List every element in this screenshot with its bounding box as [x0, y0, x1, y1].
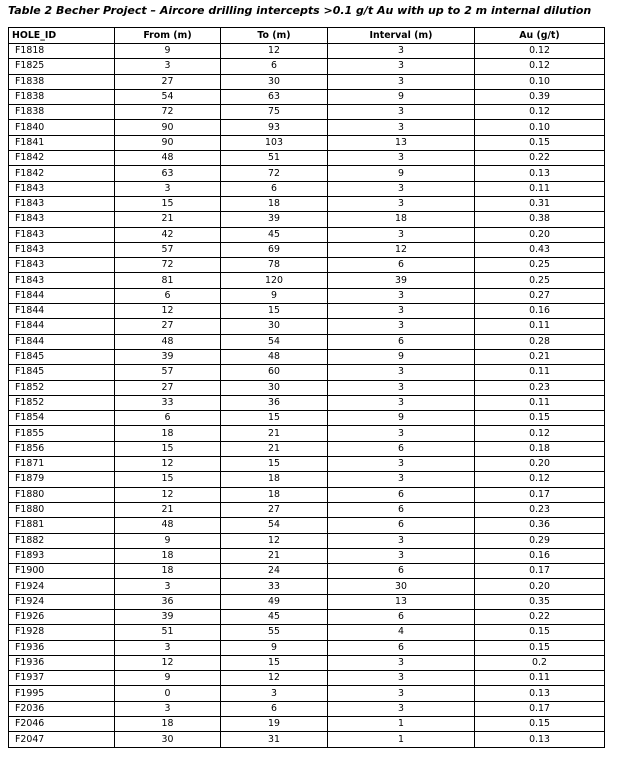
table-row [9, 502, 605, 517]
table-row [9, 44, 605, 59]
table-row [9, 227, 605, 242]
from-cell: 63 [115, 166, 221, 181]
from-cell: 3 [115, 701, 221, 716]
hole-id-cell: F1843 [9, 258, 115, 273]
to-cell: 18 [221, 487, 328, 502]
interval-cell: 4 [328, 625, 475, 640]
from-cell: 12 [115, 487, 221, 502]
interval-cell: 3 [328, 181, 475, 196]
table-row [9, 518, 605, 533]
to-cell: 78 [221, 258, 328, 273]
to-cell: 15 [221, 655, 328, 670]
hole-id-cell: F1838 [9, 89, 115, 104]
to-cell: 49 [221, 594, 328, 609]
table-row [9, 365, 605, 380]
header-au: Au (g/t) [475, 28, 605, 44]
au-cell: 0.22 [475, 151, 605, 166]
hole-id-cell: F1893 [9, 548, 115, 563]
from-cell: 3 [115, 59, 221, 74]
from-cell: 3 [115, 579, 221, 594]
interval-cell: 3 [328, 59, 475, 74]
to-cell: 3 [221, 686, 328, 701]
hole-id-cell: F1844 [9, 304, 115, 319]
table-row [9, 181, 605, 196]
hole-id-cell: F1936 [9, 655, 115, 670]
interval-cell: 3 [328, 533, 475, 548]
hole-id-cell: F1871 [9, 457, 115, 472]
hole-id-cell: F1995 [9, 686, 115, 701]
au-cell: 0.18 [475, 441, 605, 456]
hole-id-cell: F1842 [9, 151, 115, 166]
hole-id-cell: F1855 [9, 426, 115, 441]
au-cell: 0.36 [475, 518, 605, 533]
drilling-intercepts-table [8, 27, 605, 748]
au-cell: 0.13 [475, 686, 605, 701]
table-row [9, 288, 605, 303]
to-cell: 15 [221, 304, 328, 319]
table-row [9, 472, 605, 487]
hole-id-cell: F1924 [9, 579, 115, 594]
table-row [9, 609, 605, 624]
table-row [9, 151, 605, 166]
interval-cell: 3 [328, 655, 475, 670]
au-cell: 0.23 [475, 380, 605, 395]
to-cell: 30 [221, 74, 328, 89]
interval-cell: 3 [328, 472, 475, 487]
interval-cell: 9 [328, 349, 475, 364]
hole-id-cell: F1879 [9, 472, 115, 487]
to-cell: 72 [221, 166, 328, 181]
to-cell: 63 [221, 89, 328, 104]
to-cell: 6 [221, 181, 328, 196]
table-row [9, 89, 605, 104]
hole-id-cell: F1844 [9, 334, 115, 349]
table-row [9, 625, 605, 640]
hole-id-cell: F1842 [9, 166, 115, 181]
hole-id-cell: F1900 [9, 564, 115, 579]
interval-cell: 39 [328, 273, 475, 288]
table-row [9, 319, 605, 334]
hole-id-cell: F1845 [9, 365, 115, 380]
table-row [9, 640, 605, 655]
from-cell: 21 [115, 502, 221, 517]
interval-cell: 3 [328, 701, 475, 716]
interval-cell: 6 [328, 258, 475, 273]
table-row [9, 105, 605, 120]
from-cell: 27 [115, 380, 221, 395]
interval-cell: 3 [328, 288, 475, 303]
from-cell: 18 [115, 564, 221, 579]
interval-cell: 3 [328, 686, 475, 701]
table-row [9, 717, 605, 732]
from-cell: 27 [115, 74, 221, 89]
to-cell: 15 [221, 411, 328, 426]
from-cell: 57 [115, 365, 221, 380]
au-cell: 0.17 [475, 487, 605, 502]
header-to: To (m) [221, 28, 328, 44]
hole-id-cell: F1843 [9, 181, 115, 196]
to-cell: 21 [221, 426, 328, 441]
to-cell: 12 [221, 44, 328, 59]
table-row [9, 457, 605, 472]
hole-id-cell: F1880 [9, 487, 115, 502]
from-cell: 6 [115, 411, 221, 426]
from-cell: 3 [115, 640, 221, 655]
interval-cell: 18 [328, 212, 475, 227]
from-cell: 57 [115, 242, 221, 257]
au-cell: 0.15 [475, 135, 605, 150]
to-cell: 69 [221, 242, 328, 257]
au-cell: 0.20 [475, 227, 605, 242]
table-body [9, 44, 605, 748]
hole-id-cell: F1926 [9, 609, 115, 624]
to-cell: 30 [221, 319, 328, 334]
to-cell: 45 [221, 227, 328, 242]
hole-id-cell: F1937 [9, 671, 115, 686]
au-cell: 0.2 [475, 655, 605, 670]
to-cell: 54 [221, 518, 328, 533]
au-cell: 0.39 [475, 89, 605, 104]
interval-cell: 13 [328, 135, 475, 150]
to-cell: 24 [221, 564, 328, 579]
table-row [9, 564, 605, 579]
hole-id-cell: F1924 [9, 594, 115, 609]
to-cell: 12 [221, 533, 328, 548]
interval-cell: 6 [328, 487, 475, 502]
from-cell: 39 [115, 349, 221, 364]
table-row [9, 579, 605, 594]
to-cell: 18 [221, 196, 328, 211]
table-row [9, 701, 605, 716]
au-cell: 0.13 [475, 166, 605, 181]
au-cell: 0.29 [475, 533, 605, 548]
interval-cell: 9 [328, 411, 475, 426]
hole-id-cell: F1841 [9, 135, 115, 150]
to-cell: 33 [221, 579, 328, 594]
table-row [9, 411, 605, 426]
from-cell: 36 [115, 594, 221, 609]
au-cell: 0.28 [475, 334, 605, 349]
interval-cell: 3 [328, 227, 475, 242]
to-cell: 19 [221, 717, 328, 732]
au-cell: 0.16 [475, 548, 605, 563]
table-row [9, 120, 605, 135]
interval-cell: 9 [328, 89, 475, 104]
hole-id-cell: F1852 [9, 395, 115, 410]
au-cell: 0.12 [475, 426, 605, 441]
hole-id-cell: F1856 [9, 441, 115, 456]
from-cell: 90 [115, 135, 221, 150]
interval-cell: 3 [328, 196, 475, 211]
interval-cell: 3 [328, 671, 475, 686]
interval-cell: 9 [328, 166, 475, 181]
hole-id-cell: F1838 [9, 74, 115, 89]
hole-id-cell: F1882 [9, 533, 115, 548]
from-cell: 42 [115, 227, 221, 242]
interval-cell: 3 [328, 105, 475, 120]
to-cell: 51 [221, 151, 328, 166]
to-cell: 36 [221, 395, 328, 410]
to-cell: 9 [221, 640, 328, 655]
au-cell: 0.10 [475, 74, 605, 89]
from-cell: 9 [115, 671, 221, 686]
from-cell: 9 [115, 44, 221, 59]
interval-cell: 3 [328, 151, 475, 166]
table-row [9, 166, 605, 181]
hole-id-cell: F1845 [9, 349, 115, 364]
from-cell: 12 [115, 457, 221, 472]
hole-id-cell: F1854 [9, 411, 115, 426]
interval-cell: 3 [328, 365, 475, 380]
table-row [9, 671, 605, 686]
from-cell: 15 [115, 472, 221, 487]
au-cell: 0.20 [475, 579, 605, 594]
to-cell: 120 [221, 273, 328, 288]
hole-id-cell: F1838 [9, 105, 115, 120]
hole-id-cell: F1852 [9, 380, 115, 395]
to-cell: 93 [221, 120, 328, 135]
table-row [9, 548, 605, 563]
interval-cell: 3 [328, 44, 475, 59]
to-cell: 6 [221, 59, 328, 74]
to-cell: 21 [221, 548, 328, 563]
from-cell: 54 [115, 89, 221, 104]
interval-cell: 3 [328, 457, 475, 472]
from-cell: 12 [115, 655, 221, 670]
table-row [9, 74, 605, 89]
from-cell: 0 [115, 686, 221, 701]
to-cell: 12 [221, 671, 328, 686]
hole-id-cell: F1881 [9, 518, 115, 533]
from-cell: 51 [115, 625, 221, 640]
table-row [9, 212, 605, 227]
to-cell: 30 [221, 380, 328, 395]
au-cell: 0.31 [475, 196, 605, 211]
table-row [9, 426, 605, 441]
hole-id-cell: F1843 [9, 242, 115, 257]
interval-cell: 3 [328, 426, 475, 441]
hole-id-cell: F2047 [9, 732, 115, 747]
from-cell: 21 [115, 212, 221, 227]
au-cell: 0.38 [475, 212, 605, 227]
table-row [9, 533, 605, 548]
to-cell: 48 [221, 349, 328, 364]
hole-id-cell: F1936 [9, 640, 115, 655]
table-row [9, 594, 605, 609]
to-cell: 75 [221, 105, 328, 120]
hole-id-cell: F1840 [9, 120, 115, 135]
from-cell: 90 [115, 120, 221, 135]
to-cell: 9 [221, 288, 328, 303]
au-cell: 0.23 [475, 502, 605, 517]
hole-id-cell: F1844 [9, 288, 115, 303]
from-cell: 30 [115, 732, 221, 747]
to-cell: 18 [221, 472, 328, 487]
from-cell: 72 [115, 258, 221, 273]
to-cell: 103 [221, 135, 328, 150]
from-cell: 48 [115, 518, 221, 533]
hole-id-cell: F1844 [9, 319, 115, 334]
au-cell: 0.43 [475, 242, 605, 257]
interval-cell: 3 [328, 380, 475, 395]
table-row [9, 258, 605, 273]
from-cell: 12 [115, 304, 221, 319]
interval-cell: 3 [328, 304, 475, 319]
hole-id-cell: F1843 [9, 212, 115, 227]
au-cell: 0.22 [475, 609, 605, 624]
from-cell: 72 [115, 105, 221, 120]
table-row [9, 686, 605, 701]
au-cell: 0.15 [475, 411, 605, 426]
au-cell: 0.10 [475, 120, 605, 135]
header-row [9, 28, 605, 44]
table-row [9, 441, 605, 456]
table-row [9, 196, 605, 211]
au-cell: 0.20 [475, 457, 605, 472]
from-cell: 18 [115, 717, 221, 732]
interval-cell: 6 [328, 441, 475, 456]
interval-cell: 3 [328, 74, 475, 89]
to-cell: 60 [221, 365, 328, 380]
from-cell: 18 [115, 426, 221, 441]
interval-cell: 6 [328, 334, 475, 349]
interval-cell: 1 [328, 717, 475, 732]
from-cell: 6 [115, 288, 221, 303]
au-cell: 0.27 [475, 288, 605, 303]
au-cell: 0.11 [475, 395, 605, 410]
table-caption: Table 2 Becher Project – Aircore drilling intercepts >0.1 g/t Au with up to 2 m internal dilution [8, 4, 592, 17]
hole-id-cell: F1825 [9, 59, 115, 74]
interval-cell: 6 [328, 502, 475, 517]
from-cell: 15 [115, 196, 221, 211]
to-cell: 21 [221, 441, 328, 456]
hole-id-cell: F1843 [9, 196, 115, 211]
hole-id-cell: F1880 [9, 502, 115, 517]
to-cell: 45 [221, 609, 328, 624]
from-cell: 48 [115, 151, 221, 166]
interval-cell: 6 [328, 640, 475, 655]
au-cell: 0.17 [475, 564, 605, 579]
to-cell: 54 [221, 334, 328, 349]
header-from: From (m) [115, 28, 221, 44]
hole-id-cell: F1843 [9, 227, 115, 242]
interval-cell: 6 [328, 518, 475, 533]
interval-cell: 3 [328, 548, 475, 563]
interval-cell: 12 [328, 242, 475, 257]
au-cell: 0.25 [475, 273, 605, 288]
au-cell: 0.35 [475, 594, 605, 609]
table-row [9, 395, 605, 410]
au-cell: 0.16 [475, 304, 605, 319]
interval-cell: 13 [328, 594, 475, 609]
to-cell: 6 [221, 701, 328, 716]
au-cell: 0.12 [475, 105, 605, 120]
au-cell: 0.11 [475, 181, 605, 196]
interval-cell: 1 [328, 732, 475, 747]
interval-cell: 3 [328, 319, 475, 334]
table-row [9, 273, 605, 288]
au-cell: 0.12 [475, 44, 605, 59]
to-cell: 55 [221, 625, 328, 640]
hole-id-cell: F1928 [9, 625, 115, 640]
from-cell: 33 [115, 395, 221, 410]
table-row [9, 655, 605, 670]
au-cell: 0.17 [475, 701, 605, 716]
au-cell: 0.15 [475, 640, 605, 655]
interval-cell: 3 [328, 395, 475, 410]
to-cell: 15 [221, 457, 328, 472]
from-cell: 27 [115, 319, 221, 334]
au-cell: 0.11 [475, 671, 605, 686]
from-cell: 39 [115, 609, 221, 624]
au-cell: 0.13 [475, 732, 605, 747]
table-row [9, 304, 605, 319]
table-row [9, 242, 605, 257]
au-cell: 0.11 [475, 319, 605, 334]
hole-id-cell: F1843 [9, 273, 115, 288]
from-cell: 48 [115, 334, 221, 349]
hole-id-cell: F1818 [9, 44, 115, 59]
table-row [9, 380, 605, 395]
au-cell: 0.12 [475, 59, 605, 74]
table-row [9, 334, 605, 349]
to-cell: 27 [221, 502, 328, 517]
from-cell: 18 [115, 548, 221, 563]
table-row [9, 487, 605, 502]
table-row [9, 135, 605, 150]
table-row [9, 59, 605, 74]
interval-cell: 6 [328, 609, 475, 624]
from-cell: 15 [115, 441, 221, 456]
interval-cell: 3 [328, 120, 475, 135]
table-row [9, 732, 605, 747]
hole-id-cell: F2046 [9, 717, 115, 732]
table-row [9, 349, 605, 364]
au-cell: 0.12 [475, 472, 605, 487]
from-cell: 3 [115, 181, 221, 196]
interval-cell: 6 [328, 564, 475, 579]
au-cell: 0.15 [475, 625, 605, 640]
from-cell: 81 [115, 273, 221, 288]
au-cell: 0.25 [475, 258, 605, 273]
au-cell: 0.11 [475, 365, 605, 380]
to-cell: 31 [221, 732, 328, 747]
to-cell: 39 [221, 212, 328, 227]
au-cell: 0.21 [475, 349, 605, 364]
hole-id-cell: F2036 [9, 701, 115, 716]
header-interval: Interval (m) [328, 28, 475, 44]
from-cell: 9 [115, 533, 221, 548]
table-header [9, 28, 605, 44]
au-cell: 0.15 [475, 717, 605, 732]
header-hole-id: HOLE_ID [9, 28, 115, 44]
interval-cell: 30 [328, 579, 475, 594]
